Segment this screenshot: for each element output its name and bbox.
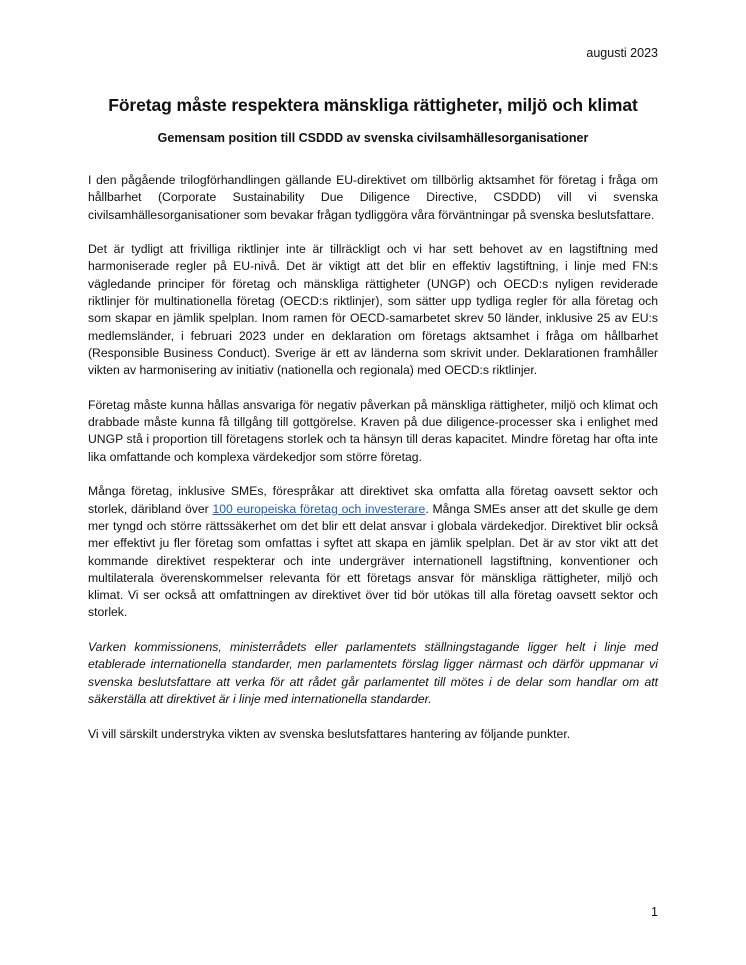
document-date: augusti 2023 <box>586 46 658 60</box>
companies-investors-link[interactable]: 100 europeiska företag och investerare <box>212 501 426 516</box>
paragraph-intro: I den pågående trilogförhandlingen gällande EU-direktivet om tillbörlig aktsamhet för företag i fråga om hållbarhet (Corporate Sustainability Due Diligence Directive, CSDDD) vill vi svenska civilsamhällesorganisationer som bevakar frågan tydliggöra våra förväntningar på svenska beslutsfattare. <box>88 173 658 222</box>
paragraph-closing: Vi vill särskilt understryka vikten av svenska beslutsfattares hantering av följande punkter. <box>88 726 571 741</box>
paragraph-italic-position: Varken kommissionens, ministerrådets eller parlamentets ställningstagande ligger helt i linje med etablerade internationella standarder, men parlamentets förslag ligger närmast och därför uppmanar vi svenska beslutsfattare att verka för att rådet går parlamentet till mötes i de delar som handlar om att säkerställa att direktivet är i linje med internationella standarder. <box>88 640 658 706</box>
paragraph-smes-text-after: . Många SMEs anser att det skulle ge dem mer tyngd och större rättssäkerhet om det blir ett delat ansvar i globala värdekedjor. Direktivet blir också mer effektivt ju fler företag som omfattas i syftet att skapa en jämlik spelplan. Det är av stor vikt att det kommande direktivet respekterar och inte undergräver internationell lagstiftning, konventioner och multilaterala överenskommelser relevanta för ett företags ansvar för mänskliga rättigheter, miljö och klimat. Vi ser också att omfattningen av direktivet över tid bör utökas till alla företag oavsett sektor och storlek. <box>88 501 659 620</box>
paragraph-smes-text-before: Många företag, inklusive SMEs, förespråkar att direktivet ska omfatta alla företag oavsett sektor och storlek, däribland över <box>88 484 658 516</box>
document-body <box>88 172 658 760</box>
document-title: Företag måste respektera mänskliga rättigheter, miljö och klimat <box>108 95 638 115</box>
document-subtitle: Gemensam position till CSDDD av svenska civilsamhällesorganisationer <box>157 131 589 145</box>
paragraph-smes <box>88 483 658 621</box>
page-number: 1 <box>651 905 658 919</box>
paragraph-legislation: Det är tydligt att frivilliga riktlinjer inte är tillräckligt och vi har sett behovet av en lagstiftning med harmoniserade regler på EU-nivå. Det är viktigt att det blir en effektiv lagstiftning, i linje med FN:s vägledande principer för företag och mänskliga rättigheter (UNGP) och OECD:s nyligen reviderade riktlinjer för multinationella företag (OECD:s riktlinjer), som sätter upp tydliga regler för alla företag och som skapar en jämlik spelplan. Inom ramen för OECD-samarbetet skrev 50 länder, inklusive 25 av EU:s medlemsländer, i februari 2023 under en deklaration om företags aktsamhet i fråga om hållbarhet (Responsible Business Conduct). Sverige är ett av länderna som skrivit under. Deklarationen framhåller vikten av harmonisering av initiativ (nationella och regionala) med OECD:s riktlinjer. <box>88 242 658 378</box>
paragraph-accountability: Företag måste kunna hållas ansvariga för negativ påverkan på mänskliga rättigheter, miljö och klimat och drabbade måste kunna få tillgång till gottgörelse. Kraven på due diligence-processer ska i enlighet med UNGP stå i proportion till företagens storlek och ta hänsyn till deras kapacitet. Mindre företag har ofta inte lika omfattande och komplexa värdekedjor som större företag. <box>88 397 658 464</box>
